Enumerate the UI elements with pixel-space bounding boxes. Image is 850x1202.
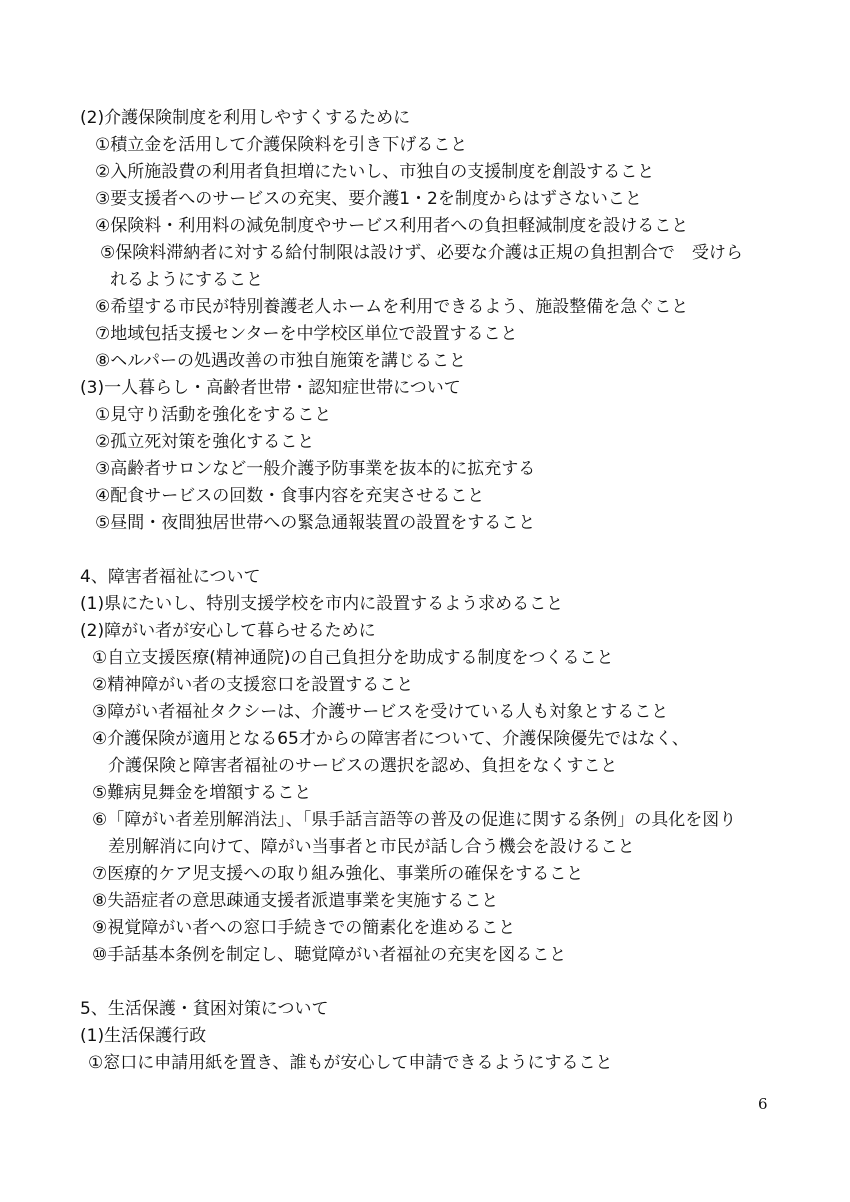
list-item: ①見守り活動を強化をすること — [95, 405, 332, 425]
list-item: ⑨視覚障がい者への窓口手続きでの簡素化を進めること — [92, 918, 516, 938]
chapter-heading: 5、生活保護・貧困対策について — [80, 999, 329, 1019]
list-item: ⑧ヘルパーの処遇改善の市独自施策を講じること — [95, 351, 467, 371]
list-item: ④介護保険が適用となる65才からの障害者について、介護保険優先ではなく、 — [92, 729, 689, 749]
list-item: ②入所施設費の利用者負担増にたいし、市独自の支援制度を創設すること — [95, 162, 655, 182]
list-item: ⑦医療的ケア児支援への取り組み強化、事業所の確保をすること — [92, 864, 584, 884]
list-item: ③高齢者サロンなど一般介護予防事業を抜本的に拡充する — [95, 459, 536, 479]
list-item: ①窓口に申請用紙を置き、誰もが安心して申請できるようにすること — [88, 1053, 613, 1073]
list-item: ⑤保険料滞納者に対する給付制限は設けず、必要な介護は正規の負担割合で 受けら — [100, 243, 743, 263]
section-heading: (1)県にたいし、特別支援学校を市内に設置するよう求めること — [80, 594, 564, 614]
list-item: ④配食サービスの回数・食事内容を充実させること — [95, 486, 485, 506]
list-item: ⑥希望する市民が特別養護老人ホームを利用できるよう、施設整備を急ぐこと — [95, 297, 689, 317]
section-heading: (2)介護保険制度を利用しやすくするために — [80, 108, 411, 128]
list-item: ⑥「障がい者差別解消法」、「県手話言語等の普及の促進に関する条例」の具化を図り — [92, 810, 737, 830]
list-item: ①自立支援医療(精神通院)の自己負担分を助成する制度をつくること — [92, 648, 614, 668]
list-item: ①積立金を活用して介護保険料を引き下げること — [95, 135, 468, 155]
list-item: ③要支援者へのサービスの充実、要介護1・2を制度からはずさないこと — [95, 189, 642, 209]
page-number: 6 — [758, 1095, 768, 1113]
list-item-continuation: 介護保険と障害者福祉のサービスの選択を認め、負担をなくすこと — [108, 756, 618, 776]
chapter-heading: 4、障害者福祉について — [80, 567, 261, 587]
list-item: ⑤昼間・夜間独居世帯への緊急通報装置の設置をすること — [95, 513, 536, 533]
section-heading: (3)一人暮らし・高齢者世帯・認知症世帯について — [80, 378, 461, 398]
list-item-continuation: れるようにすること — [110, 270, 263, 290]
list-item: ⑤難病見舞金を増額すること — [92, 783, 312, 803]
list-item: ②精神障がい者の支援窓口を設置すること — [92, 675, 414, 695]
section-heading: (2)障がい者が安心して暮らせるために — [80, 621, 376, 641]
list-item: ⑩手話基本条例を制定し、聴覚障がい者福祉の充実を図ること — [92, 945, 567, 965]
list-item: ⑧失語症者の意思疎通支援者派遣事業を実施すること — [92, 891, 499, 911]
list-item: ③障がい者福祉タクシーは、介護サービスを受けている人も対象とすること — [92, 702, 669, 722]
section-heading: (1)生活保護行政 — [80, 1026, 207, 1046]
list-item: ④保険料・利用料の減免制度やサービス利用者への負担軽減制度を設けること — [95, 216, 689, 236]
list-item: ⑦地域包括支援センターを中学校区単位で設置すること — [95, 324, 518, 344]
list-item-continuation: 差別解消に向けて、障がい当事者と市民が話し合う機会を設けること — [108, 837, 635, 857]
list-item: ②孤立死対策を強化すること — [95, 432, 315, 452]
